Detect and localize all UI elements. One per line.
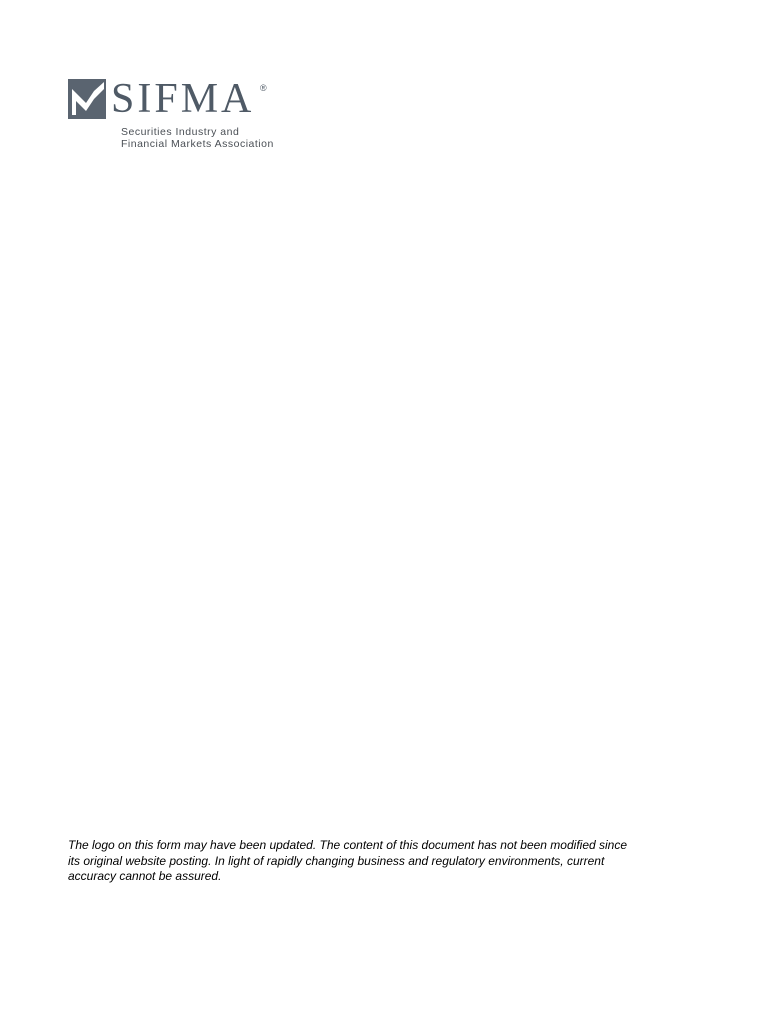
- disclaimer-line-2: its original website posting. In light of rapidly changing business and regulatory environments, current: [68, 853, 605, 868]
- sifma-logo: [68, 78, 278, 150]
- registered-trademark-mark: ®: [260, 83, 267, 93]
- sifma-tagline: [121, 127, 274, 150]
- sifma-logo-mark-icon: [68, 79, 106, 119]
- disclaimer-text: [68, 838, 708, 885]
- sifma-tagline-line-1: Securities Industry and: [121, 126, 240, 138]
- sifma-wordmark: SIFMA: [111, 76, 255, 122]
- sifma-tagline-line-2: Financial Markets Association: [121, 137, 274, 150]
- disclaimer-line-3: accuracy cannot be assured.: [68, 869, 222, 883]
- disclaimer-line-1: The logo on this form may have been updated. The content of this document has not been modified since: [68, 838, 628, 852]
